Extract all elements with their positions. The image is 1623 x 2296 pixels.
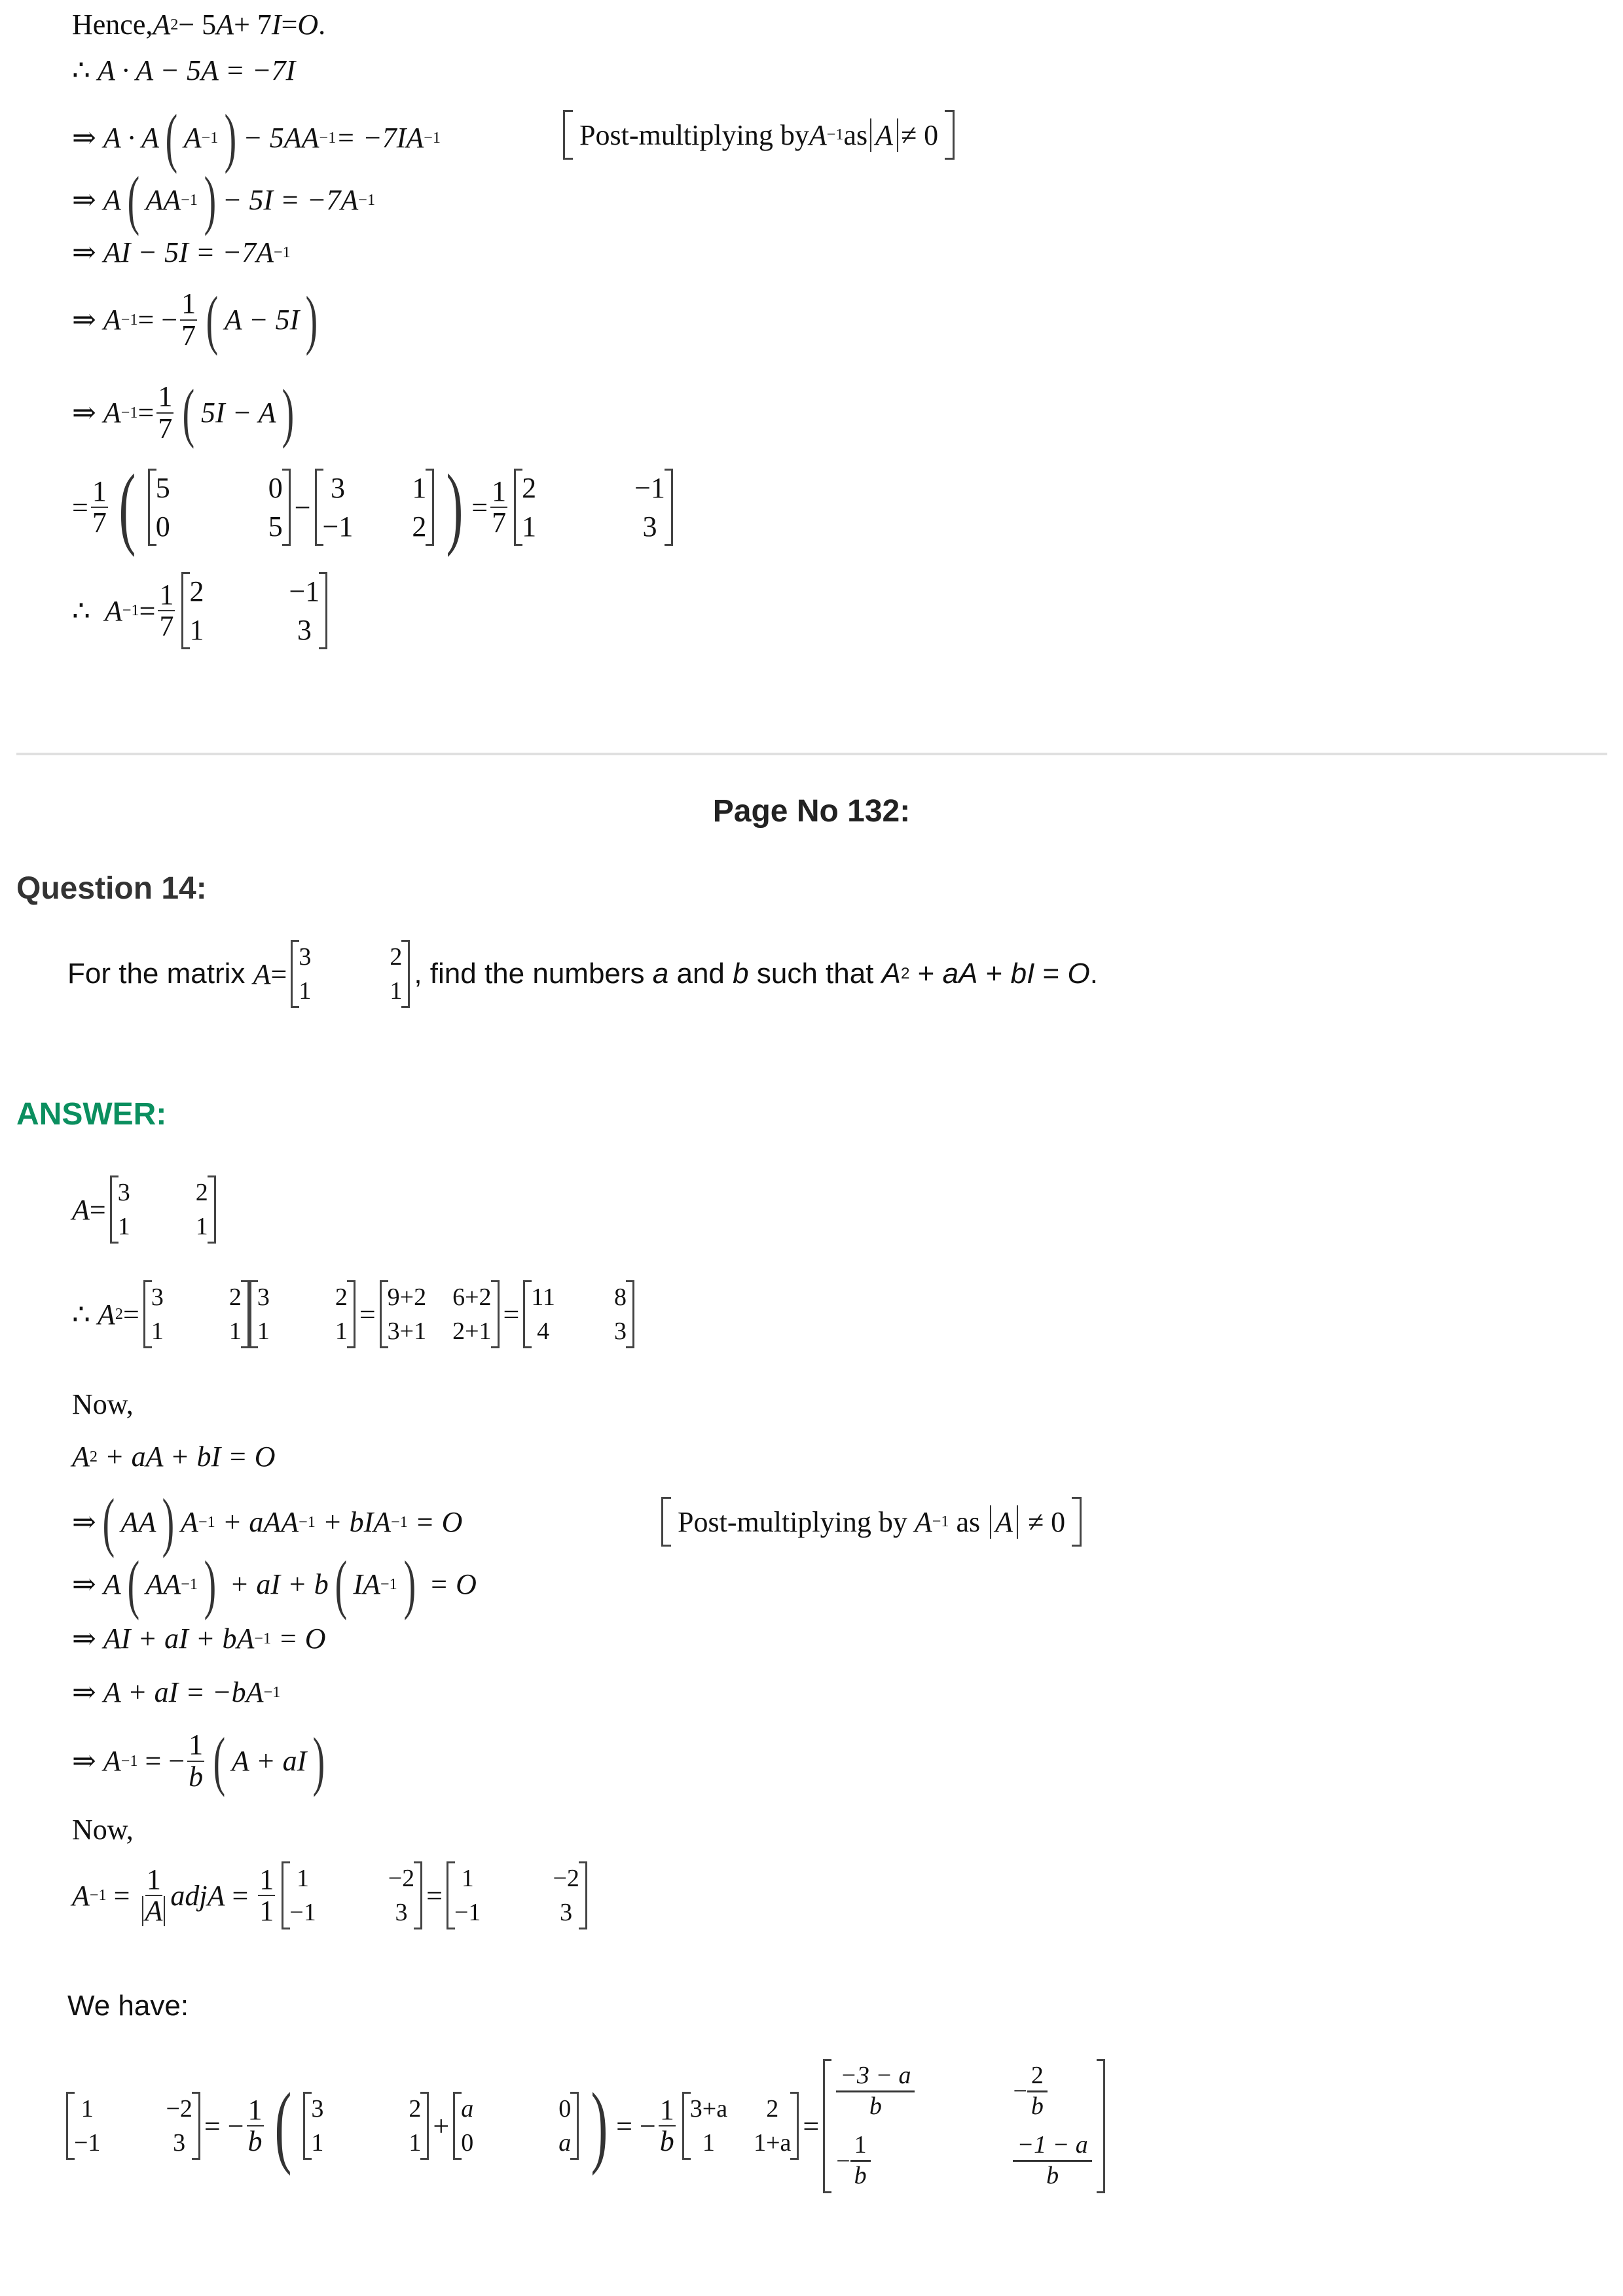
paren-close: ) — [162, 1485, 175, 1558]
cell: 6+2 — [452, 1283, 492, 1311]
cell: 5 — [155, 472, 170, 505]
bracket-open — [661, 1497, 671, 1547]
cell: 4 — [537, 1318, 550, 1345]
matrix-A — [315, 471, 435, 543]
implies-symbol: ⇒ — [72, 397, 96, 429]
equals: = — [106, 1879, 137, 1912]
var: b — [733, 958, 749, 990]
cell-fraction — [1013, 2062, 1091, 2121]
cell: 2 — [335, 1283, 348, 1311]
determinant: A — [142, 1896, 165, 1926]
numerator: −3 − a — [836, 2062, 915, 2092]
expression: A + aI = −bA — [103, 1676, 264, 1708]
post-multiply-note-2: Post-multiplying by A −1 as A ≠ 0 — [661, 1497, 1082, 1547]
eq-b5: ⇒ A + aI = −bA −1 — [72, 1676, 281, 1708]
expression: 5I − A — [201, 397, 276, 429]
fraction — [187, 1730, 204, 1791]
implies-symbol: ⇒ — [72, 1506, 96, 1539]
eq-step-3: ⇒ A · A ( A −1 ) − 5AA −1 = −7IA −1 — [72, 101, 441, 174]
equals: = — [426, 1879, 443, 1912]
fraction — [158, 580, 175, 641]
expression: + bIA — [315, 1506, 392, 1539]
eq-b6: ⇒ A −1 = − $\frac{1}{b}$ ( A + aI ) — [72, 1724, 325, 1797]
numerator: 1 — [92, 475, 107, 508]
question-text: For the matrix A = 3 2 1 1 , find the numbers a and b such that A 2 + aA + bI = O . — [67, 943, 1098, 1005]
cell: 0 — [558, 2095, 572, 2123]
cell: 2 — [195, 1179, 208, 1206]
implies-symbol: ⇒ — [72, 1568, 96, 1601]
text: Hence, — [72, 9, 153, 41]
implies-symbol: ⇒ — [72, 304, 96, 336]
cell-fraction — [1013, 2131, 1091, 2190]
cell: 3 — [257, 1283, 270, 1311]
cell: 1 — [297, 1865, 310, 1892]
paren-open: ( — [335, 1547, 347, 1621]
equals: = — [270, 958, 287, 990]
expression: adjA — [170, 1879, 225, 1912]
determinant: A — [870, 118, 898, 152]
paren-open: ( — [206, 283, 219, 356]
expression: A − 5I — [224, 304, 300, 336]
expression: AI − 5I = −7A — [103, 236, 274, 268]
cell: 3 — [330, 472, 345, 505]
var: bI — [1010, 958, 1035, 990]
cell: 1 — [409, 2129, 422, 2157]
var: A — [881, 958, 901, 990]
question-title: Question 14: — [16, 871, 207, 906]
cell-fraction — [836, 2131, 915, 2190]
denominator: 7 — [92, 507, 107, 539]
cell: 1 — [522, 511, 537, 543]
cell: 11 — [531, 1283, 555, 1311]
note-text: as — [843, 118, 868, 151]
fraction — [1027, 2062, 1048, 2121]
page-number-heading: Page No 132: — [712, 794, 911, 829]
paren-open: ( — [127, 1547, 139, 1621]
matrix-5I — [148, 471, 291, 543]
paren-open: ( — [182, 376, 195, 449]
question-matrix — [291, 942, 410, 1005]
paren-close: ) — [305, 283, 318, 356]
note-text: Post-multiplying by — [678, 1505, 915, 1538]
eq-step-6: ⇒ A −1 = − $\frac{1}{7}$ ( A − 5I ) — [72, 283, 318, 356]
cell: 1 — [461, 1865, 474, 1892]
cell: 3 — [173, 2129, 186, 2157]
denominator: 7 — [492, 507, 507, 539]
expression: A + aI — [231, 1745, 307, 1778]
paren-close: ) — [204, 1547, 217, 1621]
var: O — [1067, 958, 1090, 990]
matrix-sum — [682, 2094, 799, 2157]
fraction — [91, 476, 108, 538]
expression: AI + aI + bA — [103, 1623, 255, 1655]
expression: = O — [407, 1506, 463, 1539]
var: A — [253, 958, 271, 990]
matrix-aI — [453, 2094, 579, 2157]
equals: = — [359, 1298, 376, 1331]
eq-hence: Hence, A 2 − 5 A + 7 I = O . — [72, 9, 326, 41]
equals: = − — [616, 2109, 656, 2142]
cell: 5 — [268, 511, 283, 543]
var: a — [652, 958, 669, 990]
cell: 1 — [299, 977, 312, 1005]
fraction — [180, 289, 197, 350]
cell: 3 — [297, 614, 312, 646]
paren-open: ( — [165, 101, 178, 174]
text: , find the numbers — [414, 958, 645, 990]
matrix-inverse — [66, 2094, 200, 2157]
eq-step-5: ⇒ AI − 5I = −7A −1 — [72, 236, 291, 268]
denominator: b — [247, 2125, 263, 2158]
cell: 2 — [409, 2095, 422, 2123]
bracket-close — [945, 110, 955, 160]
var: A — [181, 1506, 198, 1539]
equals: = − — [137, 304, 178, 336]
cell: 1 — [412, 472, 427, 505]
matrix-inverse — [181, 575, 327, 647]
expression: − 5AA — [243, 122, 319, 154]
cell: 9+2 — [387, 1283, 427, 1311]
therefore-symbol: ∴ — [72, 594, 90, 627]
eq-given: A 2 + aA + bI = O — [72, 1441, 276, 1473]
cell: 2 — [228, 1283, 242, 1311]
cell: 3 — [642, 511, 657, 543]
cell: 3 — [395, 1899, 408, 1926]
eq-inverse-adj: A −1 = $\frac{1}{A}$ adjA = $\frac{1}{1}$ 1 −2 −1 3 = 1 −2 −1 3 — [72, 1864, 591, 1927]
paren-open: ( — [119, 456, 136, 558]
denominator: b — [869, 2092, 882, 2120]
eq-step-4: ⇒ A ( AA −1 ) − 5I = −7A −1 — [72, 163, 376, 236]
implies-symbol: ⇒ — [72, 236, 96, 268]
matrix-A — [110, 1178, 216, 1241]
denominator: b — [189, 1760, 204, 1793]
cell: −2 — [553, 1865, 579, 1892]
matrix-A — [303, 2094, 429, 2157]
var: A — [72, 1441, 90, 1473]
eq-A-squared: ∴ A 2 = 3 2 1 1 3 2 1 1 = 9+2 6+2 3+1 2+1 = 11 8 4 3 — [72, 1283, 638, 1346]
numerator: 2 — [1027, 2062, 1048, 2092]
cell: 1 — [189, 614, 204, 646]
var: A — [216, 9, 234, 41]
cell: 3+1 — [387, 1318, 427, 1345]
fraction — [258, 1865, 275, 1926]
eq-step-7: ⇒ A −1 = $\frac{1}{7}$ ( 5I − A ) — [72, 376, 295, 449]
cell: −1 — [289, 1899, 316, 1926]
text: = — [281, 9, 298, 41]
var: aA — [942, 958, 978, 990]
cell: 2 — [412, 511, 427, 543]
var: A — [103, 1568, 121, 1601]
eq-final-comparison — [62, 2062, 1109, 2191]
cell: 2 — [390, 943, 403, 971]
var: I — [271, 9, 282, 41]
minus: − — [294, 491, 311, 524]
var: O — [297, 9, 319, 41]
therefore-symbol: ∴ — [72, 1298, 90, 1331]
implies-symbol: ⇒ — [72, 184, 96, 217]
paren-close: ) — [591, 2074, 608, 2176]
cell: 1+a — [754, 2129, 792, 2157]
text: and — [668, 958, 733, 990]
eq-b2: ⇒ ( AA ) A −1 + aAA −1 + bIA −1 = O — [72, 1485, 463, 1558]
expression: + aAA — [215, 1506, 299, 1539]
var: A — [105, 594, 122, 627]
numerator: −1 − a — [1013, 2131, 1091, 2162]
expression: A · A − 5A = −7I — [98, 54, 296, 86]
expression: + aI + b — [222, 1568, 329, 1601]
cell: −1 — [289, 575, 320, 607]
cell: 3 — [560, 1899, 573, 1926]
matrix-result-fractions — [823, 2062, 1105, 2191]
denominator: b — [1030, 2092, 1044, 2120]
text: Now, — [72, 1814, 134, 1846]
sign: − — [836, 2147, 850, 2175]
var: A — [98, 1298, 115, 1331]
cell: 1 — [702, 2129, 715, 2157]
fraction — [156, 382, 173, 443]
cell: 2 — [189, 575, 204, 607]
cell: a — [558, 2129, 572, 2157]
matrix-product-expanded — [380, 1283, 500, 1346]
equals: = — [72, 491, 88, 524]
denominator: 1 — [259, 1895, 274, 1927]
cell: 8 — [613, 1283, 627, 1311]
matrix-A-1 — [143, 1283, 249, 1346]
cell: −1 — [634, 472, 665, 505]
equals: = − — [137, 1745, 185, 1778]
matrix-adj — [282, 1864, 422, 1927]
eq-A-def — [72, 1178, 220, 1241]
text: For the matrix — [67, 958, 246, 990]
paren-open: ( — [102, 1485, 115, 1558]
eq-b3: ⇒ A ( AA −1 ) + aI + b ( IA −1 ) = O — [72, 1547, 477, 1621]
cell: 3 — [151, 1283, 164, 1311]
denominator: b — [1046, 2162, 1059, 2190]
equals: = − — [204, 2109, 244, 2142]
equals: = — [471, 491, 488, 524]
var: AA — [145, 1568, 181, 1601]
fraction — [247, 2095, 264, 2157]
denominator: 7 — [181, 319, 196, 351]
cell: 2+1 — [452, 1318, 492, 1345]
eq-therefore-1 — [72, 54, 295, 87]
sign: − — [1013, 2077, 1027, 2106]
cell: 3 — [613, 1318, 627, 1345]
numerator: 1 — [492, 475, 507, 508]
text: + — [977, 958, 1011, 990]
now-label-1 — [72, 1388, 134, 1421]
implies-symbol: ⇒ — [72, 1745, 96, 1778]
eq-final-inverse: ∴ A −1 = $\frac{1}{7}$ 2 −1 1 3 — [72, 575, 331, 647]
equals: = — [803, 2109, 820, 2142]
cell: −1 — [454, 1899, 481, 1926]
var: A — [103, 304, 121, 336]
fraction — [139, 1865, 168, 1926]
cell: 2 — [522, 472, 537, 505]
fraction — [659, 2095, 676, 2157]
eq-b4: ⇒ AI + aI + bA −1 = O — [72, 1623, 326, 1655]
text: . — [1089, 958, 1098, 990]
matrix-A-squared — [523, 1283, 634, 1346]
cell: −1 — [322, 511, 354, 543]
paren-open: ( — [274, 2074, 291, 2176]
cell: −2 — [166, 2095, 192, 2123]
we-have-label: We have: — [67, 1990, 189, 2022]
note-text: ≠ 0 — [901, 118, 939, 151]
fraction — [490, 476, 507, 538]
equals: = — [122, 1298, 139, 1331]
matrix-A-2 — [249, 1283, 356, 1346]
cell-fraction — [836, 2062, 915, 2121]
expression: = O — [271, 1623, 326, 1655]
numerator: 1 — [181, 287, 196, 320]
cell: 1 — [117, 1213, 130, 1240]
note-text: as — [949, 1505, 988, 1538]
implies-symbol: ⇒ — [72, 1623, 96, 1655]
var: A — [183, 122, 202, 154]
cell: 3 — [299, 943, 312, 971]
cell: 3 — [117, 1179, 130, 1206]
expression: A · A — [103, 122, 160, 154]
plus: + — [433, 2109, 450, 2142]
var: AA — [120, 1506, 156, 1539]
paren-open: ( — [127, 163, 139, 236]
paren-close: ) — [282, 376, 295, 449]
fraction — [850, 2131, 871, 2190]
matrix-inverse — [447, 1864, 587, 1927]
therefore-symbol: ∴ — [72, 54, 90, 86]
paren-open: ( — [213, 1724, 226, 1797]
cell: 1 — [151, 1318, 164, 1345]
text: + — [909, 958, 943, 990]
answer-heading: ANSWER: — [16, 1097, 167, 1132]
text: such that — [748, 958, 882, 990]
var: A — [103, 1745, 121, 1778]
cell: 2 — [766, 2095, 779, 2123]
cell: 3+a — [689, 2095, 728, 2123]
cell: a — [461, 2095, 474, 2123]
expression: = −7IA — [336, 122, 424, 154]
numerator: 1 — [189, 1729, 204, 1761]
var: A — [103, 184, 121, 217]
paren-close: ) — [312, 1724, 325, 1797]
cell: 0 — [155, 511, 170, 543]
bracket-close — [1072, 1497, 1082, 1547]
paren-close: ) — [224, 101, 237, 174]
cell: 1 — [81, 2095, 94, 2123]
implies-symbol: ⇒ — [72, 1676, 96, 1708]
text: − 5 — [178, 9, 217, 41]
text: Now, — [72, 1388, 134, 1420]
text: . — [318, 9, 326, 41]
cell: 1 — [335, 1318, 348, 1345]
matrix-result — [514, 471, 673, 543]
equals: = — [503, 1298, 520, 1331]
var: A — [914, 1505, 932, 1538]
cell: 1 — [228, 1318, 242, 1345]
expression: + aA + bI = O — [97, 1441, 276, 1473]
expression: − 5I = −7A — [222, 184, 359, 217]
section-divider — [16, 753, 1607, 755]
note-text: Post-multiplying by — [579, 118, 809, 151]
text: = — [1034, 958, 1068, 990]
determinant: A — [990, 1505, 1018, 1539]
var: IA — [353, 1568, 380, 1601]
equals: = — [89, 1193, 106, 1226]
denominator: b — [659, 2125, 674, 2158]
var: A — [72, 1193, 90, 1226]
paren-close: ) — [204, 163, 217, 236]
cell: 1 — [195, 1213, 208, 1240]
numerator: 1 — [850, 2131, 871, 2162]
now-label-2 — [72, 1813, 134, 1846]
var: A — [153, 9, 171, 41]
cell: 0 — [461, 2129, 474, 2157]
paren-close: ) — [446, 456, 464, 558]
numerator: 1 — [159, 578, 174, 611]
paren-close: ) — [403, 1547, 416, 1621]
equals: = — [225, 1879, 256, 1912]
eq-matrix-compute — [72, 456, 677, 558]
expression: = O — [422, 1568, 477, 1601]
bracket-open — [563, 110, 573, 160]
var: AA — [145, 184, 181, 217]
numerator: 1 — [659, 2094, 674, 2126]
implies-symbol: ⇒ — [72, 122, 96, 154]
text: + 7 — [234, 9, 272, 41]
equals: = — [137, 397, 155, 429]
denominator: 7 — [159, 610, 174, 642]
cell: 1 — [311, 2129, 324, 2157]
cell: 1 — [257, 1318, 270, 1345]
var: A — [72, 1879, 90, 1912]
denominator: b — [854, 2162, 867, 2190]
post-multiply-note-1: Post-multiplying by A −1 as A ≠ 0 — [563, 110, 955, 160]
cell: 1 — [390, 977, 403, 1005]
cell: −1 — [74, 2129, 101, 2157]
numerator: 1 — [259, 1863, 274, 1895]
cell: −2 — [388, 1865, 415, 1892]
numerator: 1 — [146, 1863, 161, 1895]
cell: 3 — [311, 2095, 324, 2123]
numerator: 1 — [158, 380, 173, 413]
cell: 0 — [268, 472, 283, 505]
denominator: 7 — [158, 412, 173, 444]
var: A — [103, 397, 121, 429]
note-text: ≠ 0 — [1021, 1505, 1066, 1538]
numerator: 1 — [247, 2094, 263, 2126]
var: A — [809, 118, 827, 151]
equals: = — [139, 594, 156, 627]
